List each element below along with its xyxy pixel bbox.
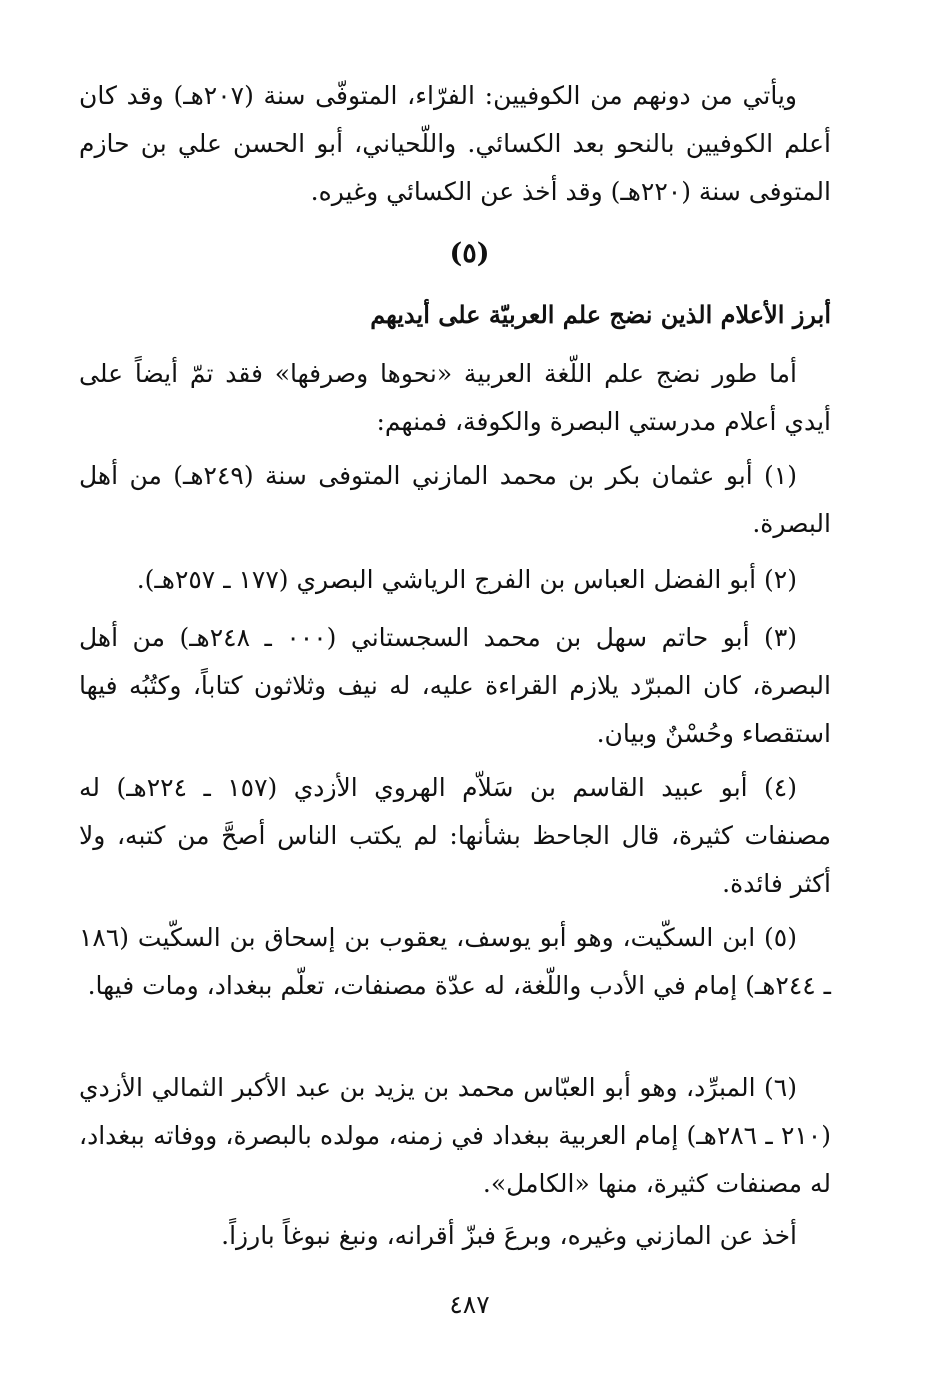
list-item-4: (٤) أبو عبيد القاسم بن سَلاّم الهروي الأزدي (١٥٧ ـ ٢٢٤هـ) له مصنفات كثيرة، قال الجاحظ بشأنها: لم يكتب الناس أصحَّ من كتبه، ولا أكثر فائدة. (79, 773, 831, 898)
opening-paragraph: أما طور نضج علم اللّغة العربية «نحوها وصرفها» فقد تمّ أيضاً على أيدي أعلام مدرستي البصرة والكوفة، فمنهم: (79, 359, 831, 436)
list-item-6: (٦) المبرِّد، وهو أبو العبّاس محمد بن يزيد بن عبد الأكبر الثمالي الأزدي (٢١٠ ـ ٢٨٦هـ) إمام العربية ببغداد في زمنه، مولده بالبصرة، ووفاته ببغداد، له مصنفات كثيرة، منها «الكامل». (79, 1073, 832, 1198)
list-item-5: (٥) ابن السكّيت، وهو أبو يوسف، يعقوب بن إسحاق بن السكّيت (١٨٦ ـ ٢٤٤هـ) إمام في الأدب واللّغة، له عدّة مصنفات، تعلّم ببغداد، ومات فيها. (79, 923, 831, 1000)
list-item-3: (٣) أبو حاتم سهل بن محمد السجستاني (٠٠٠ ـ ٢٤٨هـ) من أهل البصرة، كان المبرّد يلازم القراءة عليه، له نيف وثلاثون كتاباً، وكتُبُه فيها استقصاء وحُسْنٌ وبيان. (79, 623, 831, 748)
section-number: (٥) (449, 238, 490, 269)
closing-paragraph: أخذ عن المازني وغيره، وبرعَ فبزّ أقرانه، ونبغ نبوغاً بارزاً. (221, 1221, 797, 1250)
page-number: ٤٨٧ (449, 1290, 490, 1319)
intro-paragraph: ويأتي من دونهم من الكوفيين: الفرّاء، المتوفّى سنة (٢٠٧هـ) وقد كان أعلم الكوفيين بالنحو بعد الكسائي. واللّحياني، أبو الحسن علي بن حازم المتوفى سنة (٢٢٠هـ) وقد أخذ عن الكسائي وغيره. (79, 81, 831, 206)
list-item-2: (٢) أبو الفضل العباس بن الفرج الرياشي البصري (١٧٧ ـ ٢٥٧هـ). (136, 565, 797, 594)
list-item-1: (١) أبو عثمان بكر بن محمد المازني المتوفى سنة (٢٤٩هـ) من أهل البصرة. (79, 461, 831, 538)
section-heading: أبرز الأعلام الذين نضج علم العربيّة على أيديهم (370, 300, 831, 329)
